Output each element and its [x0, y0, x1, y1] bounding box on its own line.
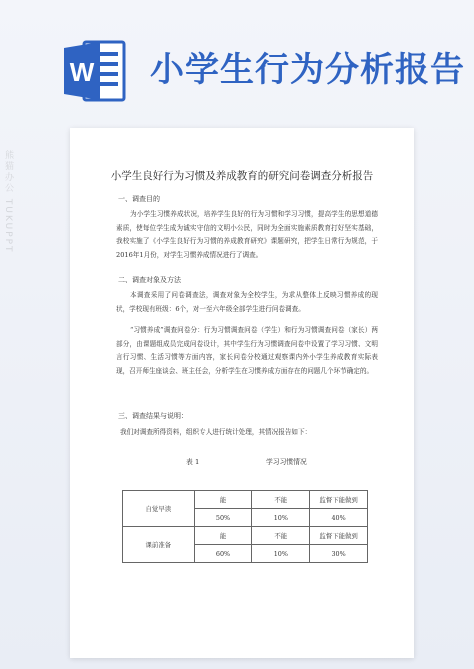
- document-title: 小学生良好行为习惯及养成教育的研究问卷调查分析报告: [110, 170, 374, 182]
- row-label: 课前准备: [123, 527, 195, 563]
- table-caption: 学习习惯情况: [266, 458, 307, 466]
- word-icon-letter: W: [69, 57, 95, 87]
- row-label: 自觉早读: [123, 491, 195, 527]
- table-cell: 50%: [194, 509, 252, 527]
- paragraph-method-1: 本调查采用了问卷调查法，调查对象为全校学生，为求从整体上反映习惯养成的现状，学校现有班级：6个，对一至六年级全部学生进行问卷调查。: [116, 291, 378, 313]
- table-cell: 40%: [310, 509, 368, 527]
- table-cell: 10%: [252, 545, 310, 563]
- paragraph-purpose: 为小学生习惯养成状况，培养学生良好的行为习惯和学习习惯，提高学生的思想道德素质，使每位学生成为诚实守信的文明小公民，同时为全面实施素质教育打好坚实基础，我校实施了《小学生良好行为习惯的养成教育研究》课题研究，把学生日常行为规范，于2016年1月份，对学生习惯养成情况进行了调查。: [116, 210, 378, 259]
- table-cell: 监督下能做到: [310, 527, 368, 545]
- table-cell: 监督下能做到: [310, 491, 368, 509]
- table-number: 表 1: [186, 458, 200, 466]
- section-heading-purpose: 一、调查目的: [118, 195, 160, 203]
- word-document-icon: [62, 38, 128, 104]
- table-row: [123, 491, 368, 509]
- document-page: [70, 128, 414, 658]
- habit-table: [122, 490, 368, 563]
- table-cell: 60%: [194, 545, 252, 563]
- table-cell: 能: [194, 527, 252, 545]
- banner: [0, 0, 474, 118]
- banner-title: 小学生行为分析报告: [150, 50, 465, 90]
- paragraph-method-2: “习惯养成”调查问卷分：行为习惯调查问卷（学生）和行为习惯调查问卷（家长）两部分，由课题组成员完成问卷设计，其中学生行为习惯调查问卷中设置了学习习惯、文明言行习惯、生活习惯等方面内容，家长问卷分校通过观察课内外小学生养成教育实际表现，召开师生座谈会、班主任会，分析学生在习惯养成方面存在的问题几个环节确定的。: [116, 326, 378, 375]
- table-cell: 30%: [310, 545, 368, 563]
- table-cell: 能: [194, 491, 252, 509]
- table-cell: 不能: [252, 491, 310, 509]
- watermark: 熊猫办公 TUKUPPT: [3, 150, 13, 254]
- section-heading-method: 二、调查对象及方法: [118, 276, 181, 284]
- table-row: [123, 527, 368, 545]
- table-cell: 不能: [252, 527, 310, 545]
- table-cell: 10%: [252, 509, 310, 527]
- paragraph-results: 我们对调查所得资料，组织专人进行统计处理，其情况报告如下：: [120, 428, 312, 436]
- section-heading-results: 三、调查结果与说明：: [118, 412, 188, 420]
